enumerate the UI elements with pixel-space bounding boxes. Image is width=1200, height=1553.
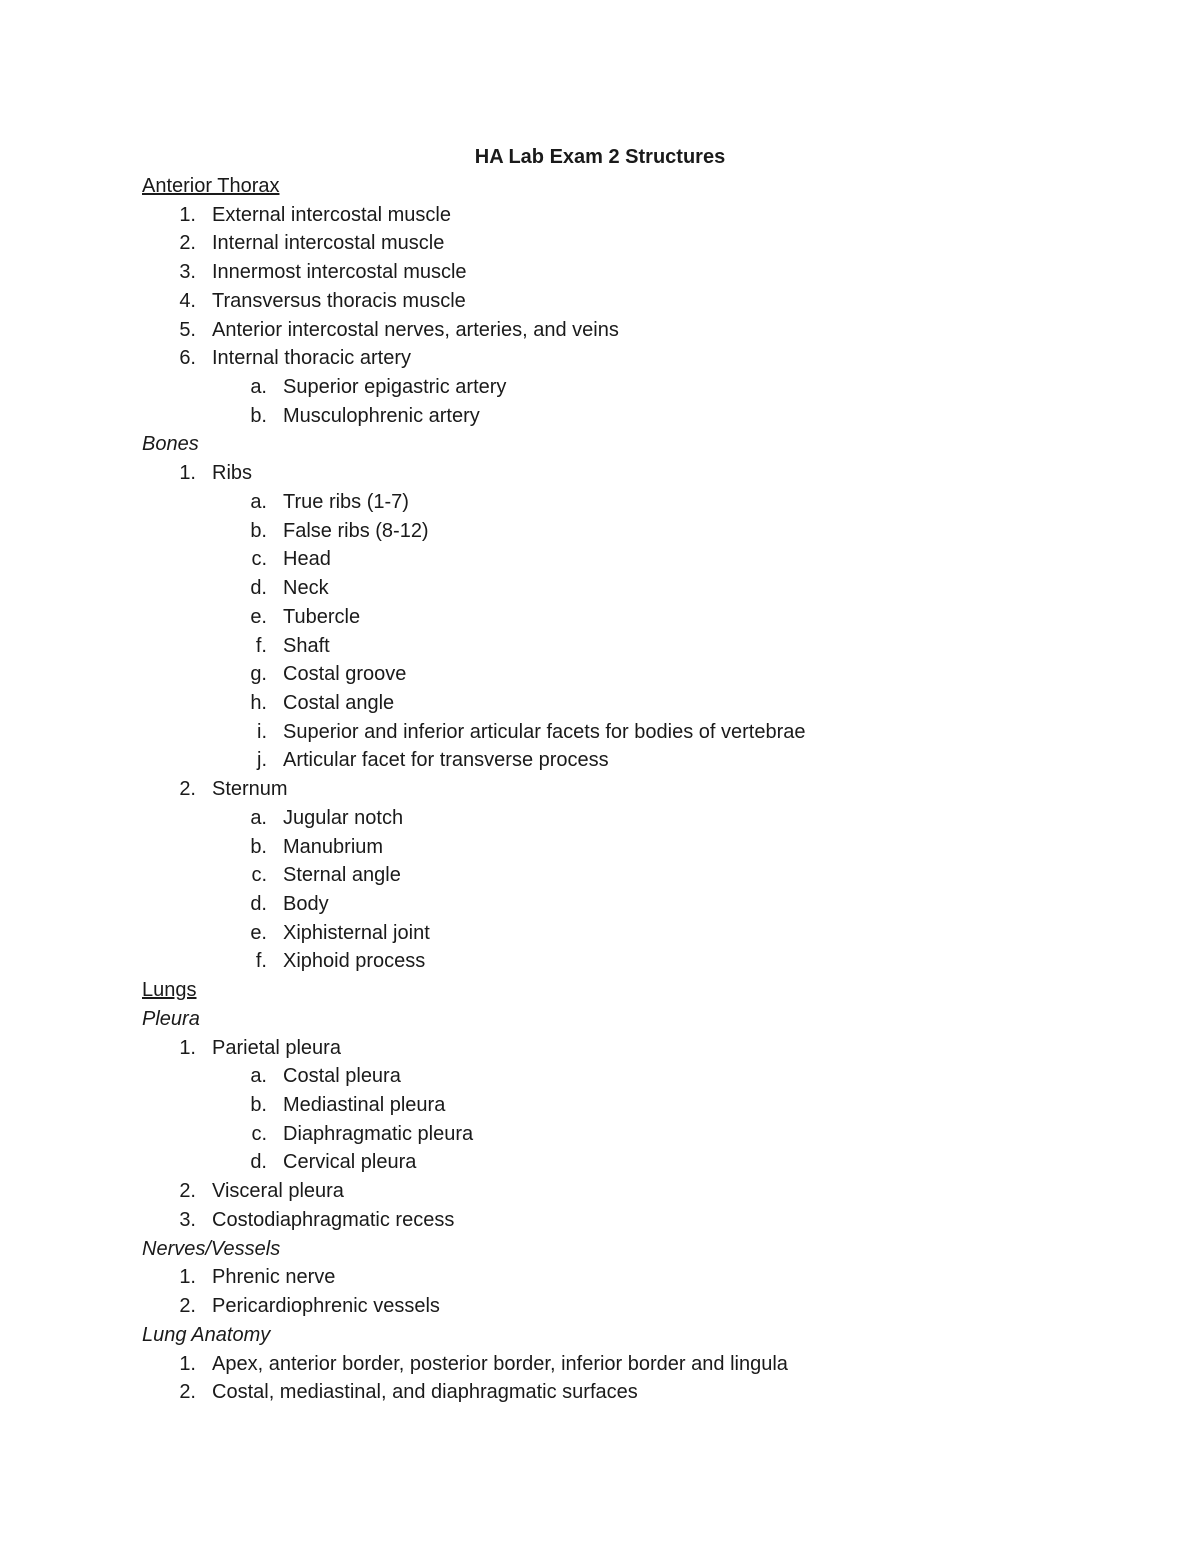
list-marker: 3.: [179, 261, 196, 283]
list-item-text: Costal, mediastinal, and diaphragmatic surfaces: [212, 1381, 638, 1403]
list-item-text: Transversus thoracis muscle: [212, 290, 466, 312]
list-item-text: Apex, anterior border, posterior border, inferior border and lingula: [212, 1353, 788, 1375]
list-marker: c.: [251, 1123, 267, 1145]
list-item-text: Costal pleura: [283, 1065, 401, 1087]
list-marker: 2.: [179, 1295, 196, 1317]
list-item-text: Musculophrenic artery: [283, 405, 480, 427]
list-marker: h.: [250, 692, 267, 714]
list-marker: e.: [250, 922, 267, 944]
list-marker: g.: [250, 663, 267, 685]
list-marker: 3.: [179, 1209, 196, 1231]
list-marker: c.: [251, 548, 267, 570]
list-marker: a.: [250, 376, 267, 398]
list-item-text: Body: [283, 893, 329, 915]
list-marker: 4.: [179, 290, 196, 312]
list-marker: 1.: [179, 1353, 196, 1375]
list-marker: c.: [251, 864, 267, 886]
list-marker: 1.: [179, 462, 196, 484]
list-marker: d.: [250, 1151, 267, 1173]
list-item-text: Superior epigastric artery: [283, 376, 507, 398]
document-title: HA Lab Exam 2 Structures: [474, 146, 726, 168]
list-item-text: Visceral pleura: [212, 1180, 344, 1202]
list-item-text: Mediastinal pleura: [283, 1094, 446, 1116]
list-marker: 1.: [179, 204, 196, 226]
list-item-text: Jugular notch: [283, 807, 404, 829]
section-heading: Anterior Thorax: [142, 175, 280, 197]
list-item-text: Sternal angle: [283, 864, 401, 886]
list-marker: b.: [250, 405, 267, 427]
list-marker: e.: [250, 606, 267, 628]
list-marker: b.: [250, 520, 267, 542]
list-item-text: External intercostal muscle: [212, 204, 451, 226]
list-item-text: Shaft: [283, 635, 330, 657]
list-item-text: Innermost intercostal muscle: [212, 261, 467, 283]
list-marker: b.: [250, 836, 267, 858]
list-marker: 2.: [179, 232, 196, 254]
list-item-text: Superior and inferior articular facets for bodies of vertebrae: [283, 721, 806, 743]
list-item-text: Cervical pleura: [283, 1151, 417, 1173]
list-item-text: Pericardiophrenic vessels: [212, 1295, 440, 1317]
list-item-text: Sternum: [212, 778, 288, 800]
section-heading: Pleura: [142, 1008, 200, 1030]
list-marker: a.: [250, 807, 267, 829]
list-marker: f.: [255, 950, 267, 972]
list-marker: 6.: [179, 347, 196, 369]
section-heading: Nerves/Vessels: [142, 1238, 281, 1260]
list-marker: 2.: [179, 1381, 196, 1403]
list-marker: 1.: [179, 1266, 196, 1288]
list-marker: 2.: [179, 778, 196, 800]
list-item-text: Internal thoracic artery: [212, 347, 411, 369]
list-marker: d.: [250, 577, 267, 599]
list-item-text: Head: [283, 548, 331, 570]
list-item-text: False ribs (8-12): [283, 520, 429, 542]
list-item-text: Costal angle: [283, 692, 395, 714]
list-item-text: Costal groove: [283, 663, 407, 685]
section-heading: Bones: [142, 433, 199, 455]
list-marker: a.: [250, 491, 267, 513]
list-item-text: Xiphisternal joint: [283, 922, 430, 944]
list-item-text: Internal intercostal muscle: [212, 232, 445, 254]
list-item-text: Ribs: [212, 462, 253, 484]
section-heading: Lungs: [142, 979, 197, 1001]
list-item-text: Anterior intercostal nerves, arteries, and veins: [212, 319, 619, 341]
list-item-text: Phrenic nerve: [212, 1266, 336, 1288]
list-marker: a.: [250, 1065, 267, 1087]
section-heading: Lung Anatomy: [142, 1324, 271, 1346]
list-marker: d.: [250, 893, 267, 915]
list-marker: 5.: [179, 319, 196, 341]
list-item-text: Diaphragmatic pleura: [283, 1123, 474, 1145]
list-marker: f.: [255, 635, 267, 657]
list-item-text: Neck: [283, 577, 329, 599]
list-marker: b.: [250, 1094, 267, 1116]
list-marker: 1.: [179, 1037, 196, 1059]
list-item-text: Parietal pleura: [212, 1037, 341, 1059]
list-marker: j.: [257, 749, 267, 771]
list-item-text: Articular facet for transverse process: [283, 749, 609, 771]
list-item-text: True ribs (1-7): [283, 491, 409, 513]
list-item-text: Manubrium: [283, 836, 384, 858]
list-marker: 2.: [179, 1180, 196, 1202]
list-item-text: Xiphoid process: [283, 950, 426, 972]
list-item-text: Tubercle: [283, 606, 361, 628]
list-marker: i.: [257, 721, 267, 743]
list-item-text: Costodiaphragmatic recess: [212, 1209, 455, 1231]
